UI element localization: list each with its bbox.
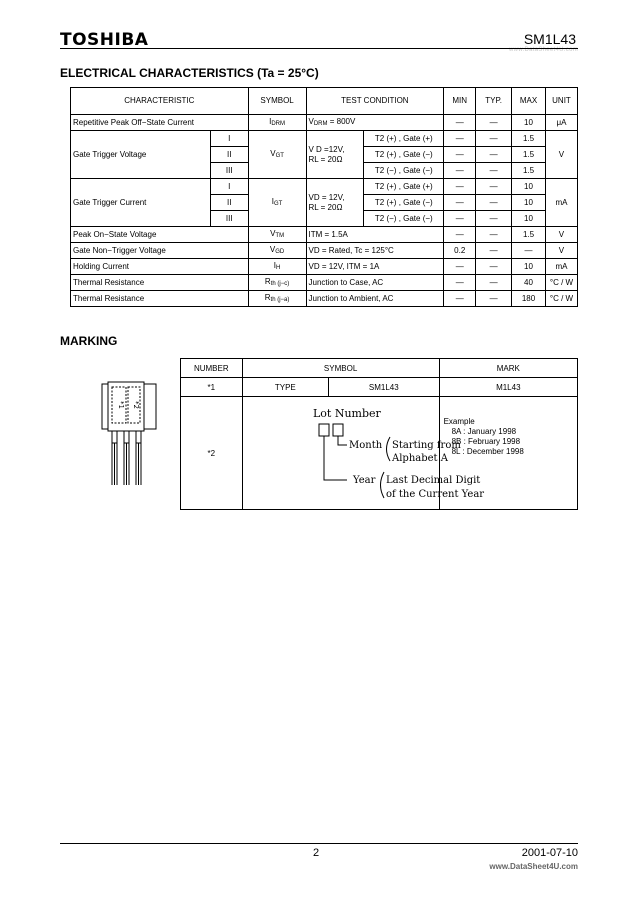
condition-cell	[306, 179, 364, 227]
example-line: 8A : January 1998	[451, 427, 517, 436]
ec-table	[70, 87, 578, 307]
cond: V	[308, 116, 314, 126]
max: 1.5	[512, 147, 546, 163]
symbol: R	[264, 292, 271, 302]
max: 1.5	[512, 131, 546, 147]
typ: —	[476, 243, 512, 259]
t2-cond: T2 (+) , Gate (+)	[364, 131, 444, 147]
pkg-label-2: *2	[132, 401, 140, 409]
symbol: R	[264, 276, 271, 286]
marking-table	[180, 358, 578, 510]
min: —	[444, 291, 476, 307]
year-label: Year	[352, 475, 375, 486]
char-name: Gate Non−Trigger Voltage	[71, 243, 249, 259]
condition: Junction to Ambient, AC	[306, 291, 444, 307]
min: 0.2	[444, 243, 476, 259]
quadrant: II	[210, 147, 248, 163]
quadrant: III	[210, 211, 248, 227]
min: —	[444, 179, 476, 195]
condition: Junction to Case, AC	[306, 275, 444, 291]
year-desc-1: Last Decimal Digit	[385, 475, 480, 486]
min: —	[444, 147, 476, 163]
package-drawing	[100, 380, 160, 490]
footer-site: www.DataSheet4U.com	[489, 862, 578, 871]
typ: —	[476, 259, 512, 275]
min: —	[444, 195, 476, 211]
table-row	[71, 243, 578, 259]
char-name: Repetitive Peak Off−State Current	[71, 115, 249, 131]
condition: VD = 12V, ITM = 1A	[306, 259, 444, 275]
condition: ITM = 1.5A	[306, 227, 444, 243]
t2-cond: T2 (+) , Gate (+)	[364, 179, 444, 195]
table-row	[71, 291, 578, 307]
cond-b: RL = 20Ω	[308, 154, 343, 164]
month-label: Month	[348, 440, 382, 451]
max: 10	[512, 259, 546, 275]
table-row	[71, 115, 578, 131]
symbol: V	[270, 148, 276, 158]
symbol-sub: th (j−c)	[270, 280, 290, 287]
year-brace	[380, 472, 384, 498]
symbol-cell	[248, 275, 306, 291]
unit: mA	[545, 179, 577, 227]
col-test-condition: TEST CONDITION	[306, 88, 444, 115]
mk-number: *1	[181, 378, 243, 397]
cond-a: V D =12V,	[308, 144, 345, 154]
symbol: I	[273, 260, 277, 270]
symbol: I	[271, 196, 275, 206]
symbol-cell	[248, 115, 306, 131]
col-unit: UNIT	[545, 88, 577, 115]
example-line: 8B : February 1998	[451, 437, 521, 446]
symbol-cell	[248, 291, 306, 307]
col-symbol: SYMBOL	[242, 359, 439, 378]
symbol-sub: DRM	[271, 120, 286, 127]
ec-title: ELECTRICAL CHARACTERISTICS (Ta = 25°C)	[60, 66, 319, 80]
mk-number: *2	[181, 397, 243, 510]
max: 1.5	[512, 227, 546, 243]
unit: °C / W	[545, 291, 577, 307]
mk-header-row	[181, 359, 578, 378]
typ: —	[476, 275, 512, 291]
table-row	[181, 378, 578, 397]
t2-cond: T2 (−) , Gate (−)	[364, 163, 444, 179]
lot-box-year	[319, 424, 329, 436]
quadrant: I	[210, 179, 248, 195]
typ: —	[476, 291, 512, 307]
unit: V	[545, 131, 577, 179]
max: —	[512, 243, 546, 259]
symbol: V	[270, 228, 276, 238]
month-desc-2: Alphabet A	[391, 453, 448, 464]
mk-mark: M1L43	[439, 378, 577, 397]
typ: —	[476, 179, 512, 195]
mk-symbol: SM1L43	[329, 378, 440, 397]
typ: —	[476, 147, 512, 163]
quadrant: I	[210, 131, 248, 147]
cond-post: = 800V	[327, 116, 356, 126]
example-line: 8L : December 1998	[451, 447, 524, 456]
condition-cell	[306, 131, 364, 179]
min: —	[444, 115, 476, 131]
typ: —	[476, 227, 512, 243]
table-row	[71, 131, 578, 147]
max: 40	[512, 275, 546, 291]
max: 10	[512, 115, 546, 131]
char-name: Thermal Resistance	[71, 291, 249, 307]
page-number: 2	[313, 847, 320, 859]
symbol-cell	[248, 227, 306, 243]
cond-sub: DRM	[313, 120, 328, 127]
header-rule	[60, 48, 578, 49]
max: 10	[512, 211, 546, 227]
quadrant: II	[210, 195, 248, 211]
example-title: Example	[443, 417, 475, 426]
min: —	[444, 131, 476, 147]
condition-cell	[306, 115, 444, 131]
condition: VD = Rated, Tc = 125°C	[306, 243, 444, 259]
typ: —	[476, 211, 512, 227]
table-row	[181, 397, 578, 510]
char-name: Holding Current	[71, 259, 249, 275]
col-symbol: SYMBOL	[248, 88, 306, 115]
watermark: www.DataSheet4U.com	[508, 47, 578, 53]
marking-title: MARKING	[60, 334, 118, 348]
month-desc-1: Starting from	[391, 440, 461, 451]
lot-box-month	[333, 424, 343, 436]
symbol-sub: GT	[274, 200, 283, 207]
unit: μA	[545, 115, 577, 131]
t2-cond: T2 (+) , Gate (−)	[364, 195, 444, 211]
col-number: NUMBER	[181, 359, 243, 378]
t2-cond: T2 (+) , Gate (−)	[364, 147, 444, 163]
typ: —	[476, 195, 512, 211]
cond-b: RL = 20Ω	[308, 202, 343, 212]
brand-logo: TOSHIBA	[60, 30, 149, 50]
part-number: SM1L43	[523, 31, 576, 47]
min: —	[444, 227, 476, 243]
symbol-sub: TM	[275, 232, 285, 239]
symbol-sub: H	[276, 264, 281, 271]
pkg-label-1: *1	[117, 401, 125, 409]
typ: —	[476, 163, 512, 179]
char-name: Thermal Resistance	[71, 275, 249, 291]
unit: V	[545, 227, 577, 243]
char-name: Gate Trigger Current	[71, 179, 211, 227]
max: 10	[512, 179, 546, 195]
col-typ: TYP.	[476, 88, 512, 115]
table-row	[71, 275, 578, 291]
unit: V	[545, 243, 577, 259]
symbol: I	[269, 116, 272, 126]
symbol-cell	[248, 179, 306, 227]
col-min: MIN	[444, 88, 476, 115]
lot-label: Lot Number	[312, 407, 381, 420]
max: 10	[512, 195, 546, 211]
min: —	[444, 275, 476, 291]
symbol-cell	[248, 259, 306, 275]
package-leads	[112, 431, 141, 485]
unit: °C / W	[545, 275, 577, 291]
typ: —	[476, 115, 512, 131]
col-max: MAX	[512, 88, 546, 115]
year-desc-2: of the Current Year	[385, 489, 484, 500]
unit: mA	[545, 259, 577, 275]
footer-date: 2001-07-10	[521, 847, 578, 859]
symbol-cell	[248, 243, 306, 259]
table-row	[71, 259, 578, 275]
symbol-sub: th (j−a)	[270, 296, 290, 303]
table-row	[71, 179, 578, 195]
month-leader	[338, 436, 347, 445]
min: —	[444, 163, 476, 179]
col-mark: MARK	[439, 359, 577, 378]
symbol-cell	[248, 131, 306, 179]
footer-rule	[60, 843, 578, 844]
t2-cond: T2 (−) , Gate (−)	[364, 211, 444, 227]
min: —	[444, 211, 476, 227]
quadrant: III	[210, 163, 248, 179]
table-row	[71, 227, 578, 243]
symbol: V	[269, 244, 276, 254]
min: —	[444, 259, 476, 275]
max: 1.5	[512, 163, 546, 179]
col-characteristic: CHARACTERISTIC	[71, 88, 249, 115]
char-name: Peak On−State Voltage	[71, 227, 249, 243]
symbol-sub: GD	[275, 248, 285, 255]
char-name: Gate Trigger Voltage	[71, 131, 211, 179]
month-brace	[386, 437, 390, 461]
ec-header-row	[71, 88, 578, 115]
year-leader	[324, 436, 347, 480]
typ: —	[476, 131, 512, 147]
cond-a: VD = 12V,	[308, 192, 345, 202]
symbol-sub: GT	[275, 152, 284, 159]
max: 180	[512, 291, 546, 307]
mk-type: TYPE	[242, 378, 328, 397]
